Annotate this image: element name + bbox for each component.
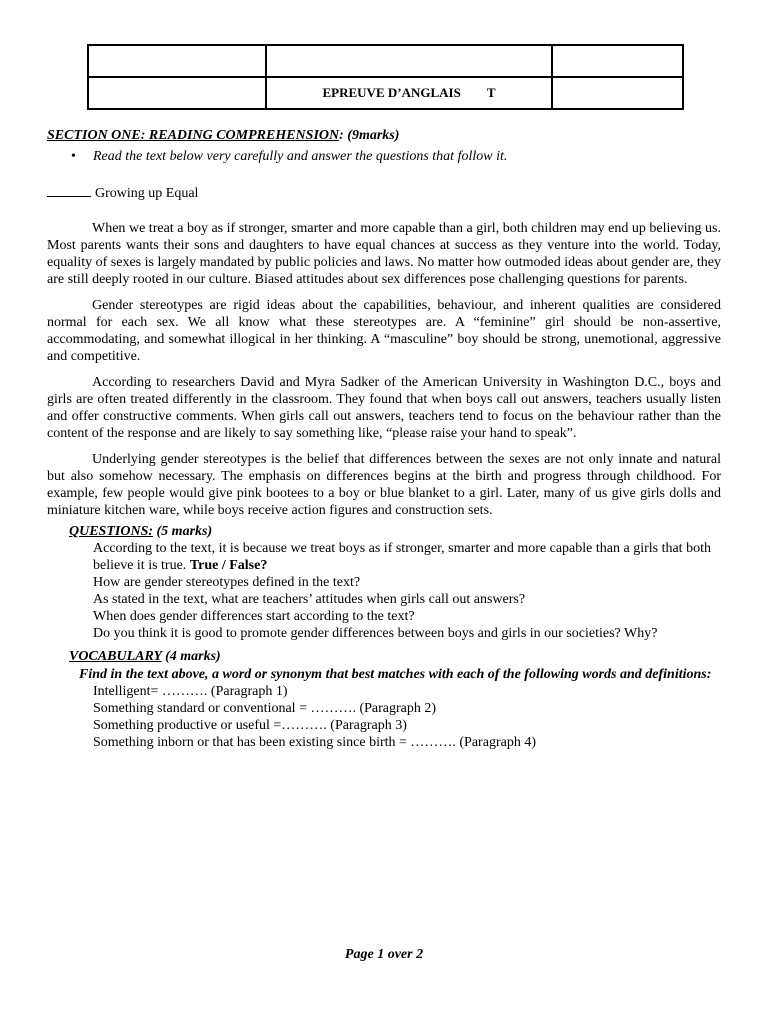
header-cell-empty-5	[552, 77, 683, 109]
exam-title: EPREUVE D’ANGLAIS	[322, 85, 461, 100]
vocabulary-item-2: Something standard or conventional = ………. (Paragraph 2)	[93, 701, 437, 716]
story-title	[47, 183, 721, 202]
paragraph-2: Gender stereotypes are rigid ideas about the capabilities, behaviour, and inherent qualities are considered normal for each sex. We all know what these stereotypes are. A “feminine” girl should be non-assertive, accommodating, and somewhat illogical in her thinking. A “masculine” boy should be strong, unemotional, aggressive and competitive.	[47, 298, 721, 364]
page-content	[47, 127, 721, 751]
vocabulary-item-3: Something productive or useful =………. (Paragraph 3)	[93, 718, 407, 733]
section-heading	[47, 127, 721, 144]
header-cell-empty-2	[266, 45, 552, 77]
questions-heading	[69, 523, 721, 540]
section-heading-marks: : (9marks)	[339, 128, 400, 143]
header-cell-empty-1	[88, 45, 266, 77]
paragraph-3: According to researchers David and Myra Sadker of the American University in Washington D.C., boys and girls are often treated differently in the classroom. They found that when boys call out answers, teachers usually listen and offer constructive comments. When girls call out answers, teachers tend to focus on the behaviour rather than the content of the response and are likely to say something like, “please raise your hand to speak”.	[47, 375, 721, 441]
page-footer: Page 1 over 2	[344, 947, 424, 962]
questions-list	[47, 540, 721, 642]
question-5: Do you think it is good to promote gender differences between boys and girls in our societies? Why?	[93, 626, 658, 641]
bullet-icon: •	[71, 149, 76, 164]
header-cell-empty-3	[552, 45, 683, 77]
vocabulary-item-1: Intelligent= ………. (Paragraph 1)	[93, 684, 288, 699]
question-1-text: According to the text, it is because we treat boys as if stronger, smarter and more capable than a girls that both believe it is true.	[93, 541, 711, 573]
question-4: When does gender differences start according to the text?	[93, 609, 415, 624]
section-heading-title: SECTION ONE: READING COMPREHENSION	[47, 128, 340, 143]
header-cell-empty-4	[88, 77, 266, 109]
exam-header-table	[87, 44, 684, 110]
story-title-text: Growing up Equal	[95, 186, 199, 201]
question-3: As stated in the text, what are teachers’ attitudes when girls call out answers?	[93, 592, 526, 607]
vocabulary-list	[47, 683, 721, 751]
exam-level: T	[486, 85, 496, 100]
section-instruction	[47, 148, 721, 165]
questions-heading-marks: (5 marks)	[153, 524, 213, 539]
section-instruction-text: Read the text below very carefully and answer the questions that follow it.	[93, 149, 508, 164]
paragraph-1: When we treat a boy as if stronger, smarter and more capable than a girl, both children may end up believing us. Most parents wants their sons and daughters to have equal chances at success as they venture into the world. Today, equality of sexes is largely mandated by public policies and laws. No matter how outmoded ideas about gender are, they are still deeply rooted in our culture. Biased attitudes about sex differences pose challenging questions for parents.	[47, 221, 721, 287]
vocabulary-heading-title: VOCABULARY	[69, 649, 162, 664]
vocabulary-instruction: Find in the text above, a word or synonym that best matches with each of the following words and definitions:	[79, 667, 712, 682]
vocabulary-heading	[69, 648, 721, 665]
title-blank-line	[47, 183, 91, 197]
vocabulary-heading-marks: (4 marks)	[161, 649, 221, 664]
question-1-true-false: True / False?	[189, 558, 268, 573]
paragraph-4: Underlying gender stereotypes is the belief that differences between the sexes are not only innate and natural but also somehow necessary. The emphasis on differences begins at the birth and progress through childhood. For example, few people would give pink bootees to a boy or blue blanket to a girl. Later, many of us give girls dolls and miniature kitchen ware, while boys receive action figures and construction sets.	[47, 452, 721, 518]
questions-heading-title: QUESTIONS:	[69, 524, 154, 539]
question-2: How are gender stereotypes defined in the text?	[93, 575, 361, 590]
question-1	[93, 540, 721, 574]
exam-title-cell	[266, 77, 552, 109]
vocabulary-item-4: Something inborn or that has been existing since birth = ………. (Paragraph 4)	[93, 735, 536, 750]
